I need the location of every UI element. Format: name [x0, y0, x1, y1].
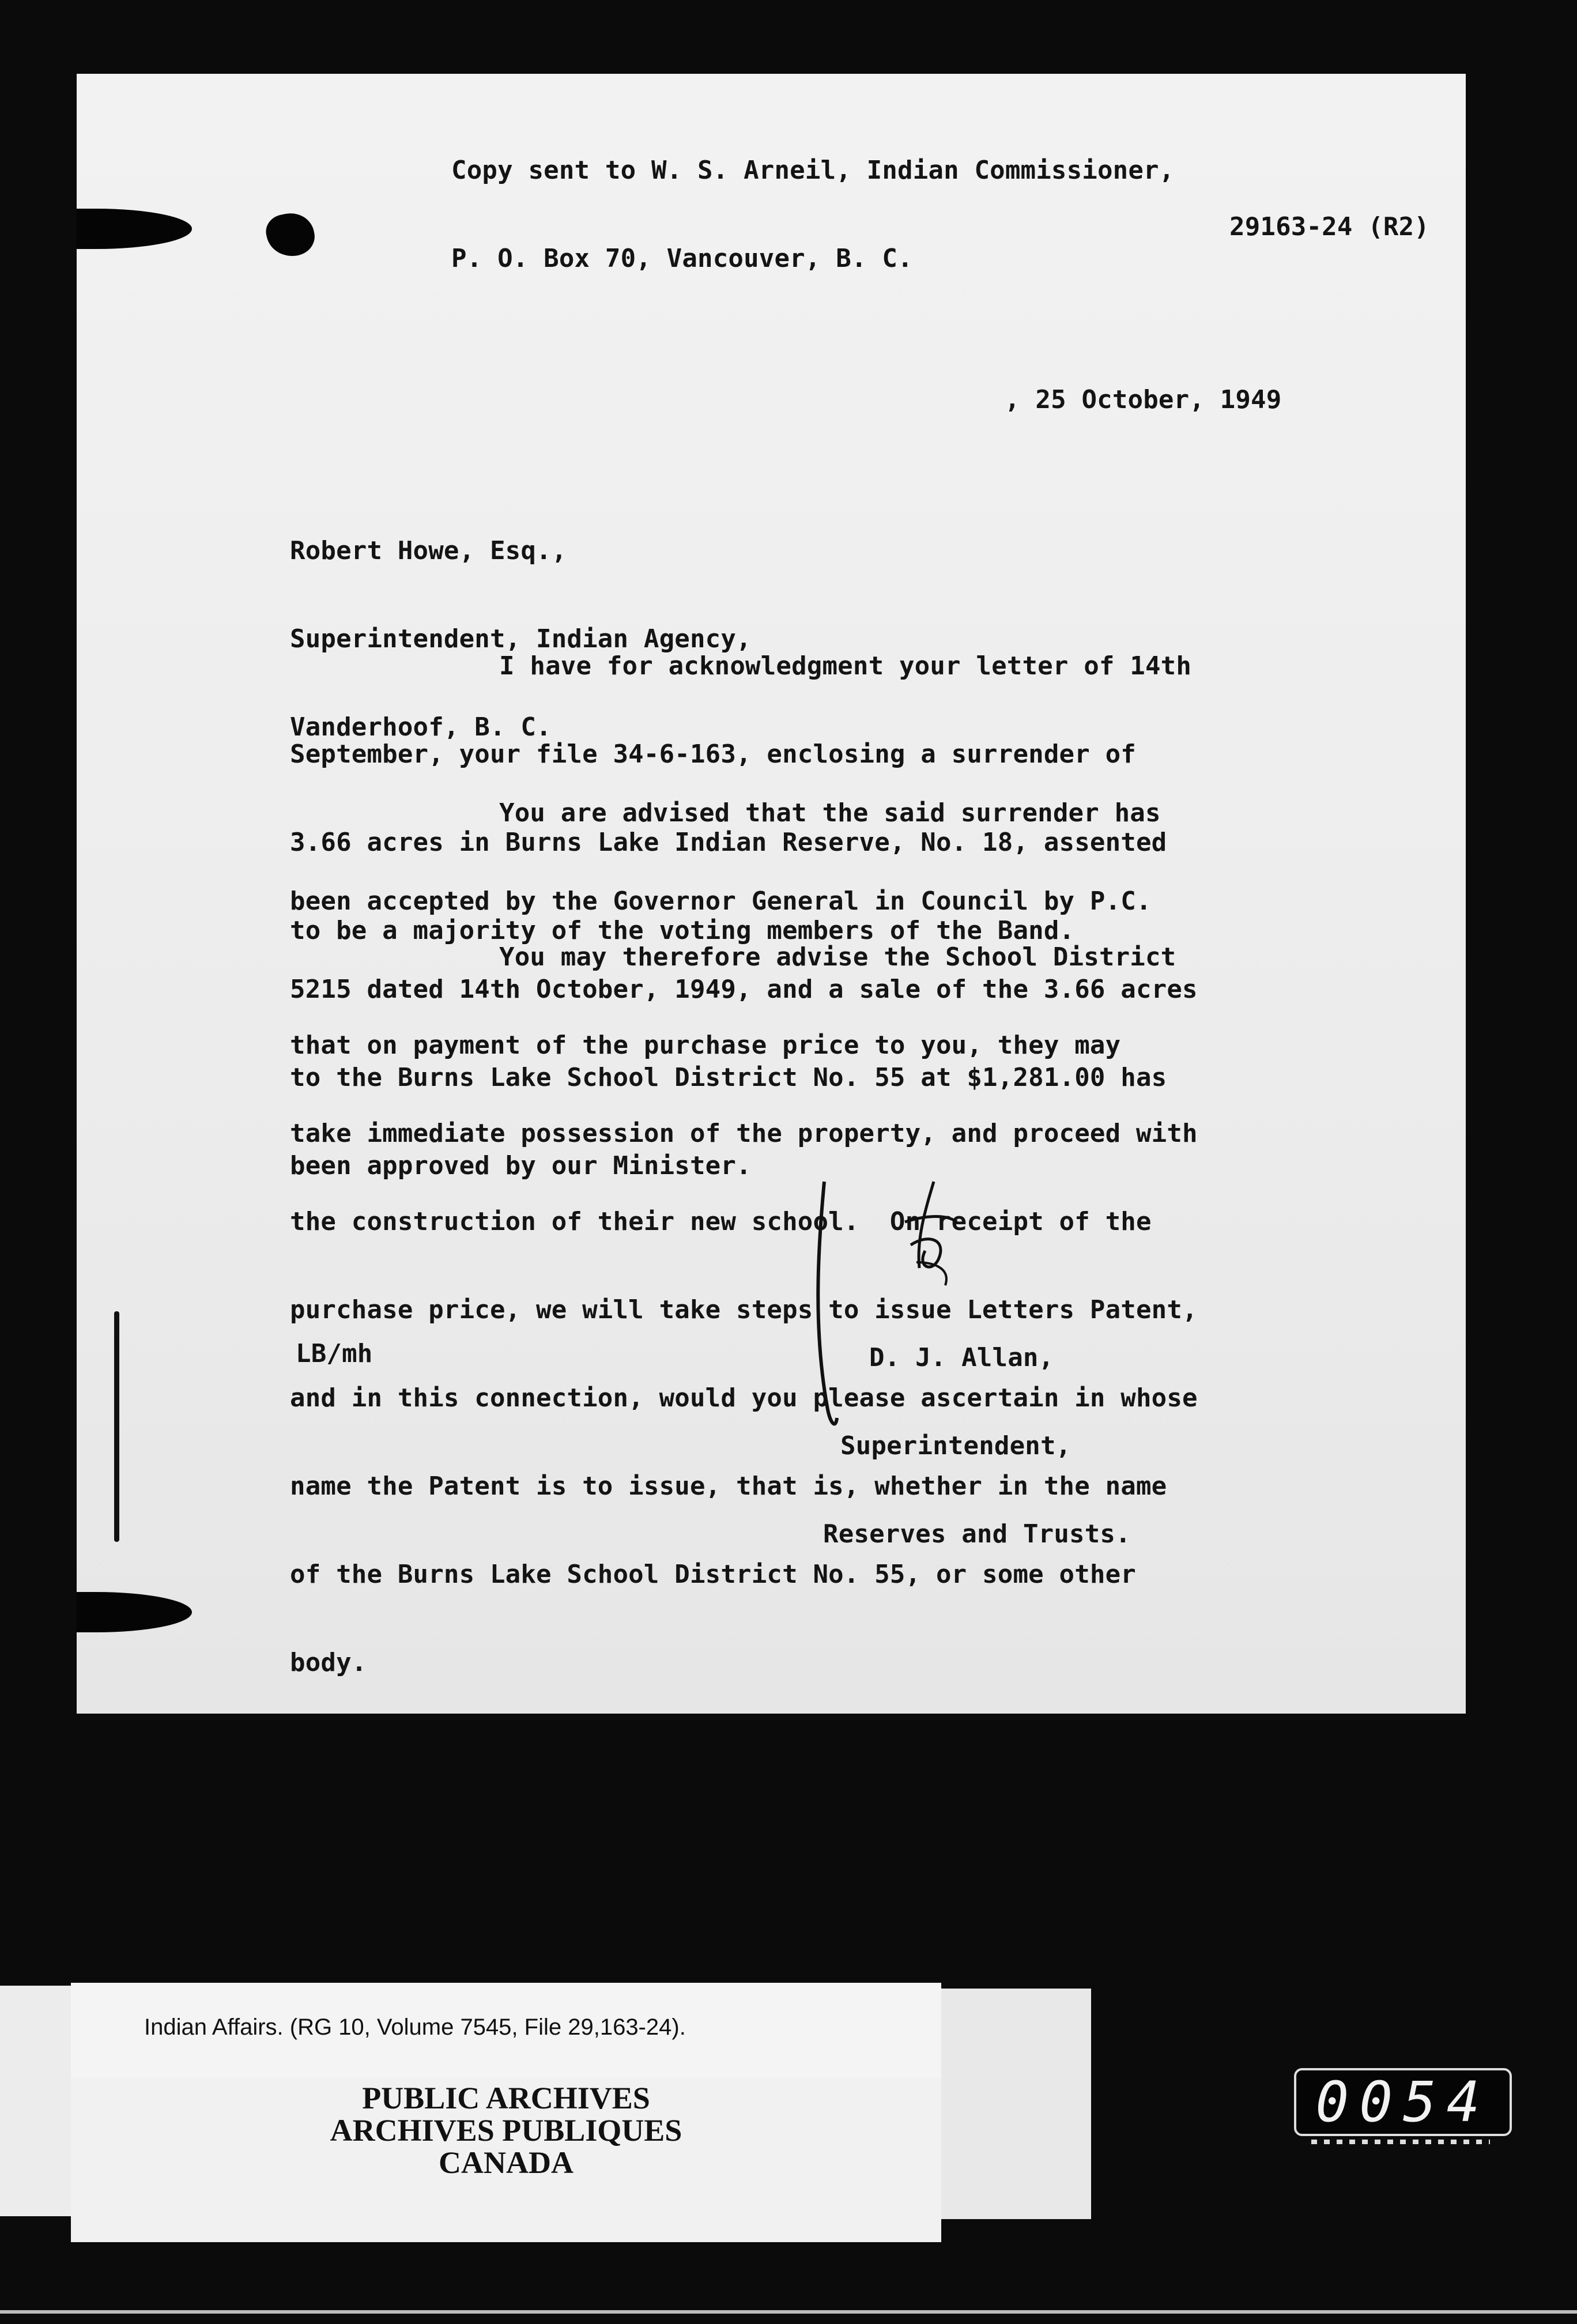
- signatory-name: D. J. Allan,: [869, 1343, 1054, 1372]
- paragraph-line: take immediate possession of the property, and proceed with: [290, 1119, 1198, 1148]
- counter-tick-marks: [1311, 2140, 1490, 2144]
- typist-initials: LB/mh: [296, 1339, 373, 1368]
- paragraph-line: You are advised that the said surrender has: [499, 798, 1161, 828]
- letter-page: [77, 74, 1466, 1714]
- paragraph-line: You may therefore advise the School District: [499, 942, 1176, 972]
- addressee-line: Vanderhoof, B. C.: [290, 712, 552, 742]
- handwritten-signature: [801, 1176, 986, 1435]
- paragraph-line: been approved by our Minister.: [290, 1151, 752, 1180]
- paragraph-line: 5215 dated 14th October, 1949, and a sale of the 3.66 acres: [290, 975, 1198, 1004]
- paragraph-line: and in this connection, would you please ascertain in whose: [290, 1383, 1198, 1413]
- paragraph-line: September, your file 34-6-163, enclosing a surrender of: [290, 740, 1136, 769]
- paragraph-line: to be a majority of the voting members of the Band.: [290, 916, 1075, 945]
- copy-note: [451, 97, 1174, 332]
- archives-stamp-line: CANADA: [439, 2145, 574, 2180]
- letter-date: , 25 October, 1949: [1005, 385, 1282, 414]
- addressee-line: Robert Howe, Esq.,: [290, 536, 567, 565]
- archives-stamp-line: ARCHIVES PUBLIQUES: [330, 2113, 682, 2148]
- paragraph-line: body.: [290, 1648, 367, 1677]
- paragraph-line: been accepted by the Governor General in Council by P.C.: [290, 886, 1152, 916]
- label-backing: [0, 1986, 71, 2216]
- margin-mark: [114, 1311, 119, 1542]
- copy-note-line: Copy sent to W. S. Arneil, Indian Commissioner,: [451, 156, 1175, 185]
- label-backing: [941, 1989, 1091, 2219]
- paragraph-line: 3.66 acres in Burns Lake Indian Reserve, No. 18, assented: [290, 828, 1167, 857]
- paragraph-line: that on payment of the purchase price to you, they may: [290, 1031, 1121, 1060]
- addressee-line: Superintendent, Indian Agency,: [290, 624, 752, 654]
- paragraph-line: of the Burns Lake School District No. 55, or some other: [290, 1560, 1136, 1589]
- paragraph-line: I have for acknowledgment your letter of 14th: [499, 651, 1192, 681]
- signatory-department: Reserves and Trusts.: [823, 1519, 1131, 1549]
- film-edge-line: [0, 2310, 1577, 2314]
- paragraph-line: name the Patent is to issue, that is, whether in the name: [290, 1472, 1167, 1501]
- paragraph-line: purchase price, we will take steps to issue Letters Patent,: [290, 1295, 1198, 1325]
- archives-stamp: [71, 2082, 941, 2179]
- frame-counter: 0054: [1294, 2068, 1512, 2136]
- paragraph-line: the construction of their new school. On receipt of the: [290, 1207, 1152, 1236]
- paragraph-line: to the Burns Lake School District No. 55 at $1,281.00 has: [290, 1063, 1167, 1092]
- copy-note-line: P. O. Box 70, Vancouver, B. C.: [451, 244, 913, 273]
- signatory-title: Superintendent,: [840, 1431, 1072, 1461]
- archive-reference: Indian Affairs. (RG 10, Volume 7545, File 29,163-24).: [144, 2014, 686, 2040]
- file-number: 29163-24 (R2): [1229, 212, 1429, 242]
- archives-stamp-line: PUBLIC ARCHIVES: [362, 2081, 650, 2115]
